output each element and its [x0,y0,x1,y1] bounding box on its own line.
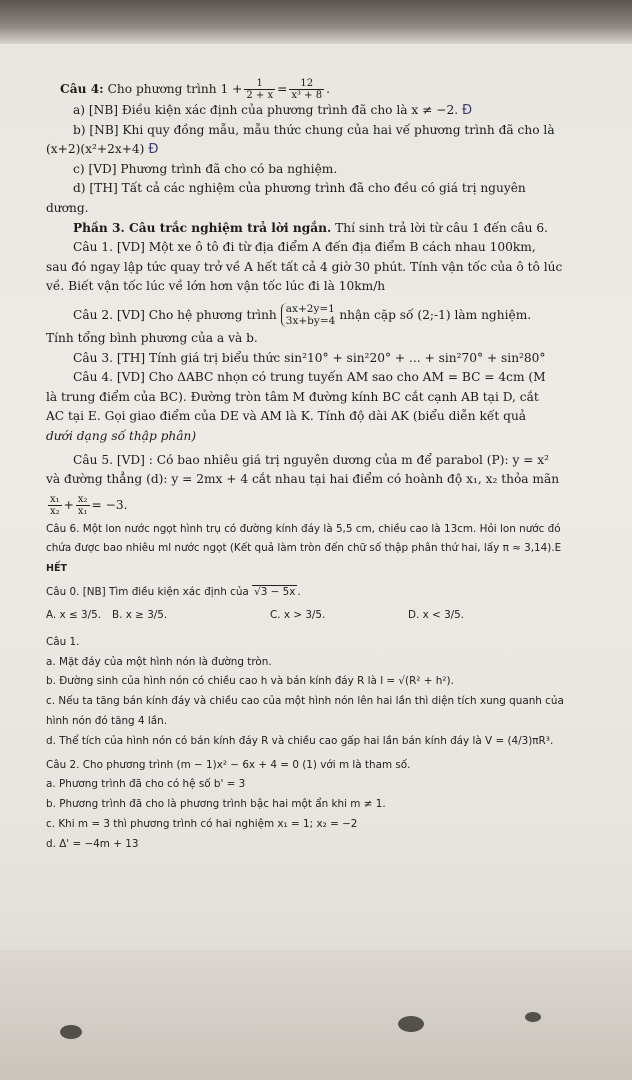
handwritten-mark: Đ [461,103,473,118]
paper-shadow [60,1025,82,1039]
q0-choice-a: A. x ≤ 3/5. [46,608,102,621]
q4-option-c: c) [VD] Phương trình đã cho có ba nghiệm. [73,161,338,176]
exam-content [0,78,632,855]
q6: Câu 6. Một lon nước ngọt hình trụ có đường kính đáy là 5,5 cm, chiều cao là 13cm. Hỏi lon nước đó [46,522,561,535]
q4-label: Câu 4: [60,82,104,96]
photo-top-edge [0,0,632,44]
part3-q3: Câu 3. [TH] Tính giá trị biểu thức sin²10° + sin²20° + ... + sin²70° + sin²80° [73,350,546,365]
q0-choice-d: D. x < 3/5. [408,608,465,621]
part3-q1: Câu 1. [VD] Một xe ô tô đi từ địa điểm A đến địa điểm B cách nhau 100km, [73,240,536,255]
cau1-d: d. Thể tích của hình nón có bán kính đáy R và chiều cao gấp hai lần bán kính đáy là V = (4/3)πR³. [46,734,554,747]
handwritten-mark: Đ [148,142,159,158]
sqrt-expression: √3 − 5x [254,586,296,599]
q4-option-d: d) [TH] Tất cả các nghiệm của phương trình đã cho đều có giá trị nguyên [73,181,526,196]
equation-system: ax+2y=1 3x+by=4 [281,303,336,327]
part3-q5: Câu 5. [VD] : Có bao nhiêu giá trị nguyên dương của m để parabol (P): y = x² [73,452,550,467]
cau2-stem: Câu 2. Cho phương trình (m − 1)x² − 6x + 4 = 0 (1) với m là tham số. [46,758,411,771]
part3-q5-condition: $\frac{\text{x₁}}{\text{x₂}}$ + $\frac{\text{x₂}}{\text{x₁}}$ = −3. [50,493,128,517]
cau1-title: Câu 1. [46,635,80,648]
part3-q2: Câu 2. [VD] Cho hệ phương trình ax+2y=1 3x+by=4 nhận cặp số (2;-1) làm nghiệm. [73,303,532,328]
fraction: $\frac{\text{x₁}}{\text{x₂}}$ [50,493,60,517]
cau1-b: b. Đường sinh của hình nón có chiều cao h và bán kính đáy R là l = √(R² + h²). [46,675,454,688]
part3-q1-cont: sau đó ngay lập tức quay trở về A hết tất cả 4 giờ 30 phút. Tính vận tốc của ô tô lúc [46,259,563,274]
part3-q1-cont: về. Biết vận tốc lúc về lớn hơn vận tốc lúc đi là 10km/h [46,279,386,294]
q4-option-a: a) [NB] Điều kiện xác định của phương trình đã cho là x ≠ −2. Đ [73,103,473,118]
q4-option-b-cont: (x+2)(x²+2x+4) Đ [46,142,159,158]
q0-stem: Câu 0. [NB] Tìm điều kiện xác định của √3 − 5x . [46,586,301,599]
cau2-d: d. Δ' = −4m + 13 [46,837,139,850]
fraction: $\frac{12}{\text{x³ + 8}}$ [291,78,323,101]
q0-choices [0,603,632,629]
part3-q5-cont: và đường thẳng (d): y = 2mx + 4 cắt nhau tại hai điểm có hoành độ x₁, x₂ thỏa mãn [46,472,560,487]
cau1-c: c. Nếu ta tăng bán kính đáy và chiều cao của một hình nón lên hai lần thì diện tích xung quanh của [46,695,564,708]
part3-q2-cont: Tính tổng bình phương của a và b. [46,330,258,345]
q4-option-b: b) [NB] Khi quy đồng mẫu, mẫu thức chung của hai vế phương trình đã cho là [73,122,555,137]
part3-q4-cont: dưới dạng số thập phân) [46,428,197,443]
cau1-a: a. Mặt đáy của một hình nón là đường tròn. [46,655,272,668]
q0-choice-c: C. x > 3/5. [270,608,326,621]
paper-shadow [398,1016,424,1032]
q6-cont: chứa được bao nhiêu ml nước ngọt (Kết quả làm tròn đến chữ số thập phân thứ hai, lấy π ≈ 3,14).E [46,542,562,555]
printed-section [0,520,632,855]
q0-choice-b: B. x ≥ 3/5. [112,608,168,621]
cau2-c: c. Khi m = 3 thì phương trình có hai nghiệm x₁ = 1; x₂ = −2 [46,818,358,831]
fraction: $\frac{1}{2 + x}$ [246,78,274,101]
end-marker: HẾT [46,563,67,575]
cau2-b: b. Phương trình đã cho là phương trình bậc hai một ẩn khi m ≠ 1. [46,798,386,811]
part3-q4: Câu 4. [VD] Cho ΔABC nhọn có trung tuyến AM sao cho AM = BC = 4cm (M [73,370,546,385]
cau1-c-cont: hình nón đó tăng 4 lần. [46,715,168,728]
paper-shadow [525,1012,541,1022]
part3-q4-cont: AC tại E. Gọi giao điểm của DE và AM là K. Tính độ dài AK (biểu diễn kết quả [46,409,527,424]
part3-q4-cont: là trung điểm của BC). Đường tròn tâm M đường kính BC cắt cạnh AB tại D, cắt [46,389,539,404]
part3-heading: Phần 3. Câu trắc nghiệm trả lời ngắn. Thí sinh trả lời từ câu 1 đến câu 6. [73,220,549,235]
cau2-a: a. Phương trình đã cho có hệ số b' = 3 [46,778,246,791]
fraction: $\frac{\text{x₂}}{\text{x₁}}$ [77,493,88,517]
q4-stem: Câu 4: Cho phương trình 1 + $\frac{1}{2 + x}$ = $\frac{12}{\text{x³ + 8}}$ . [60,78,330,101]
q4-option-d-cont: dương. [46,200,89,215]
